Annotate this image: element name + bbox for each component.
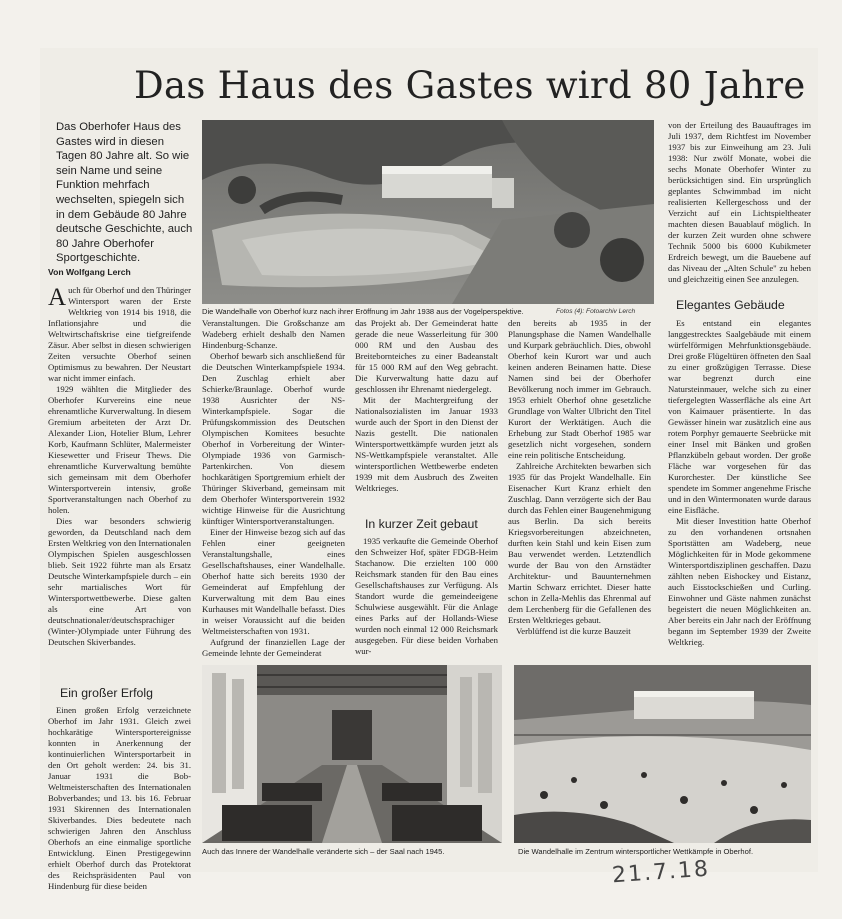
lead-paragraph: Das Oberhofer Haus des Gastes wird in diesen Tagen 80 Jahre alt. So wie sein Name und seine Funktion mehrfach wechselten, spiegeln sich in dem Gebäude 80 Jahre deutsche Geschichte, auch 80 Jahre Oberhofer Sportgeschichte. [56,121,193,265]
col5-paragraph: Es entstand ein elegantes langgestrecktes Saalgebäude mit einem würfelförmigen Mehrfunktionsgebäude. Drei große Flügeltüren öffneten den Saal zu einer großzügigen Terrasse. Diese war begrenzt durch eine Natursteinmauer, welche sich zu einer tiefergelegten Wasserfläche als eine Art von Kaimauer präsentierte. In das Gewässer hinein war zusätzlich eine aus rotem Porphyr gemauerte Seebrücke mit einer Insel mit Bänken und großen Pflanzkübeln gebaut worden. Der große Fläche war vorgesehen für das Kurorchester. Der künstliche See spendete im Sommer angenehme Frische und in den Wintermonaten wurde daraus eine Eisfläche. [668,318,811,515]
col3-paragraph: Mit der Machtergreifung der Nationalsozialisten im Januar 1933 wurde auch der Sport in den Dienst der Nazis gestellt. Die nationalen Wintersportwettkämpfe wurden jetzt als NS-Wettkampfspiele veranstaltet. Alle wintersportlichen Wettbewerbe endeten 1939 mit dem Ausbruch des Zweiten Weltkrieges. [355,395,498,493]
col2-paragraph: Aufgrund der finanziellen Lage der Gemeinde lehnte der Gemeinderat [202,637,345,658]
headline: Das Haus des Gastes wird 80 Jahre [134,64,806,107]
col1-paragraph: Dies war besonders schwierig geworden, da Deutschland nach dem Ersten Weltkrieg von den Internationalen Olympischen Spielen ausgeschlossen blieb. Seit 1922 führte man als Ersatz Deutsche Winterkampfspiele durch – ein sehr martialisches Wort für Wintersportwettbewerbe. Diese galten als eine Art von deutschnationaler/deutschsprachiger (Winter-)Olympiade unter Führung des Deutschen Skiverbandes. [48,516,191,647]
col4-paragraph: Verblüffend ist die kurze Bauzeit [516,626,631,636]
col1-paragraph: Einen großen Erfolg verzeichnete Oberhof im Jahr 1931. Gleich zwei hochkarätige Wintersportereignisse konnten in Anerkennung der kontinuierlichen Wintersportarbeit in den Ort geholt werden: 24. bis 31. Januar 1931 die Bob-Weltmeisterschaften des Internationalen Bobverbandes; und 13. bis 16. Februar 1931 Skirennen des Internationalen Skiverbandes. Dies bedeutete nach schwierigen Jahren den Anschluss Oberhofs an eine einmalige sportliche Entwicklung. Einen Prestigegewinn erhielt Oberhof durch das Protektorat des Reichspräsidenten Paul von Hindenburg für diese beiden [48,705,191,891]
hall-interior-image [202,665,502,843]
hall-photo-caption: Auch das Innere der Wandelhalle veränderte sich – der Saal nach 1945. [202,847,445,856]
hall-interior-photo [202,665,502,843]
aerial-photo [202,120,654,304]
column-5-continued [668,318,811,648]
column-3-continued [355,536,498,657]
subheading: Ein großer Erfolg [60,686,153,700]
winter-photo-caption: Die Wandelhalle im Zentrum wintersportlicher Wettkämpfe in Oberhof. [518,847,754,856]
aerial-photo-caption: Die Wandelhalle von Oberhof kurz nach ihrer Eröffnung im Jahr 1938 aus der Vogelperspektive. [202,307,524,316]
col2-paragraph: Oberhof bewarb sich anschließend für die Deutschen Winterkampfspiele 1934. Den Zuschlag erhielt aber Schierke/Braunlage. Oberhof wurde 1938 Ausrichter der NS-Winterkampfspiele. Sogar die Prüfungskommission des Deutschen Olympischen Komitees besuchte Oberhof in Vorbereitung der Winter-Olympiade 1936 von Garmisch-Partenkirchen. Von diesem hochkarätigen Sportgremium erhielt der Thüringer Skiverband, gemeinsam mit dem Oberhofer Wintersportverein 1932 wichtige Hinweise für die Ausrichtung künftiger Wintersportveranstaltungen. [202,351,345,526]
column-5 [668,120,811,285]
winter-competition-photo [514,665,811,843]
col1-paragraph: 1929 wählten die Mitglieder des Oberhofer Kurvereins eine neue ehrenamtliche Kurverwaltung. In diesem Gremium arbeiteten der Arzt Dr. Alexander Lion, Hotelier Blum, Lehrer Korb, Kaufmann Schlüter, Malermeister Kiesewetter und Friseur Thews. Die ehrenamtliche Kurverwaltung bemühte sich gemeinsam mit dem Oberhofer Wintersportverein intensiv, große Sportveranstaltungen nach Oberhof zu holen. [48,384,191,515]
photo-credit: Fotos (4): Fotoarchiv Lerch [556,308,636,315]
col4-paragraph: Zahlreiche Architekten bewarben sich 1935 für das Projekt Wandelhalle. Ein Eisenacher Kurt Kranz erhielt den Zuschlag. Dann verzögerte sich der Bau durch das Fehlen einer Baugenehmigung aus Berlin. Da sich bereits Kriegsvorbereitungen abzeichneten, durften kein Stahl und kein Eisen zum Bau verwendet werden. Letztendlich wurde der Bau von den Arnstädter Architektur- und Bauunternehmen Martin Schwarz errichtet. Dieser hatte schon in Zella-Mehlis das Ehrenmal auf dem Lerchenberg für die Gefallenen des Ersten Weltkrieges gebaut. [508,461,651,625]
col5-paragraph: von der Erteilung des Bauauftrages im Juli 1937, dem Richtfest im November 1937 bis zur Einweihung am 23. Juli 1938: Nur zwölf Monate, wobei die sechs Monate Oberhofer Winter zu berücksichtigen sind. Ein ursprünglich geplantes Schwimmbad im nicht realisierten Kellergeschoss und der Verzicht auf ein Lichtspieltheater machten diesen Bauablauf möglich. In der kurzen Zeit wurden ohne schwere Technik 5000 bis 6000 Kubikmeter Erdreich bewegt, um die Bauebene auf das Niveau der „Alten Schule" zu heben und gleichzeitig einen See anzulegen. [668,120,811,284]
col5-paragraph: Mit dieser Investition hatte Oberhof zu den vorhandenen ortsnahen Sportstätten am Wadeberg, neue Möglichkeiten für in Mode gekommene Wintersportdisziplinen geschaffen. Dazu zählten neben Eishockey und Eistanz, auch Eisstockschießen und Curling. Einwohner und Gäste nahmen zunächst begeistert die neuen Möglichkeiten an. Aber bereits ein Jahr nach der Eröffnung begann im September 1939 der Zweite Weltkrieg. [668,516,811,647]
aerial-photo-image [202,120,654,304]
col1-paragraph: uch für Oberhof und den Thüringer Wintersport waren der Erste Weltkrieg von 1914 bis 1918, die Inflationsjahre und die Weltwirtschaftskrise eine tiefgreifende Zäsur. Aber selbst in diesen schwierigen Zeiten versuchte Oberhof seinen Optimismus zu bewahren. Der Neustart war nicht immer einfach. [48,285,191,383]
col4-paragraph: den bereits ab 1935 in der Planungsphase die Namen Wandelhalle und Kurpark gebräuchlich. Dies, obwohl Oberhof kein Kurort war und auch keinen anderen Beinamen hatte. Diese Namen sind bei der Oberhofer Bevölkerung noch immer im Gebrauch. 1953 erhielt Oberhof ohne gesetzliche Grundlage von Walter Ulbricht den Titel Kurort der Werktätigen. Auch die Erhebung zur Stadt Oberhof 1985 war gesetzlich nicht vorgesehen, sondern eine rein politische Entscheidung. [508,318,651,460]
subheading: Elegantes Gebäude [676,298,785,312]
handwritten-date: 21.7.18 [611,856,711,889]
byline: Von Wolfgang Lerch [48,267,131,277]
col2-paragraph: Einer der Hinweise bezog sich auf das Fehlen einer geeigneten Veranstaltungshalle, eines Gesellschaftshauses, einer Wandelhalle. Oberhof hatte sich bereits 1930 der Gemeinderat auf Empfehlung der Kurverwaltung mit dem Bau eines Kurhauses mit Wandelhalle befasst. Dies in weiser Voraussicht auf die beiden Weltmeisterschaften von 1931. [202,527,345,636]
column-1-continued [48,705,191,892]
winter-competition-image [514,665,811,843]
col3-paragraph: 1935 verkaufte die Gemeinde Oberhof den Schweizer Hof, später FDGB-Heim Stachanow. Die erzielten 100 000 Reichsmark standen für den Bau eines Gesellschaftshauses zur Verfügung. Als Standort wurde die gemeindeeigene Schulwiese ausgewählt. Für die Anlage eines Parks auf der Hollands-Wiese wurden noch einmal 12 000 Reichsmark ausgegeben. Für diese beiden Vorhaben wur- [355,536,498,656]
col3-paragraph: das Projekt ab. Der Gemeinderat hatte gerade die neue Wasserleitung für 300 000 RM und den Ausbau des Breitebornteiches zu einer Badeanstalt für 15 000 RM auf den Weg gebracht. Die Kurverwaltung hatte dazu auf geschlossen ihr Ehrenamt niedergelegt. [355,318,498,394]
column-3 [355,318,498,494]
subheading: In kurzer Zeit gebaut [365,517,478,531]
col2-paragraph: Veranstaltungen. Die Großschanze am Wadeberg erhielt deshalb den Namen Hindenburg-Schanze. [202,318,345,350]
column-2 [202,318,345,659]
column-4 [508,318,651,637]
drop-cap: A [48,284,67,311]
column-1 [48,285,191,648]
